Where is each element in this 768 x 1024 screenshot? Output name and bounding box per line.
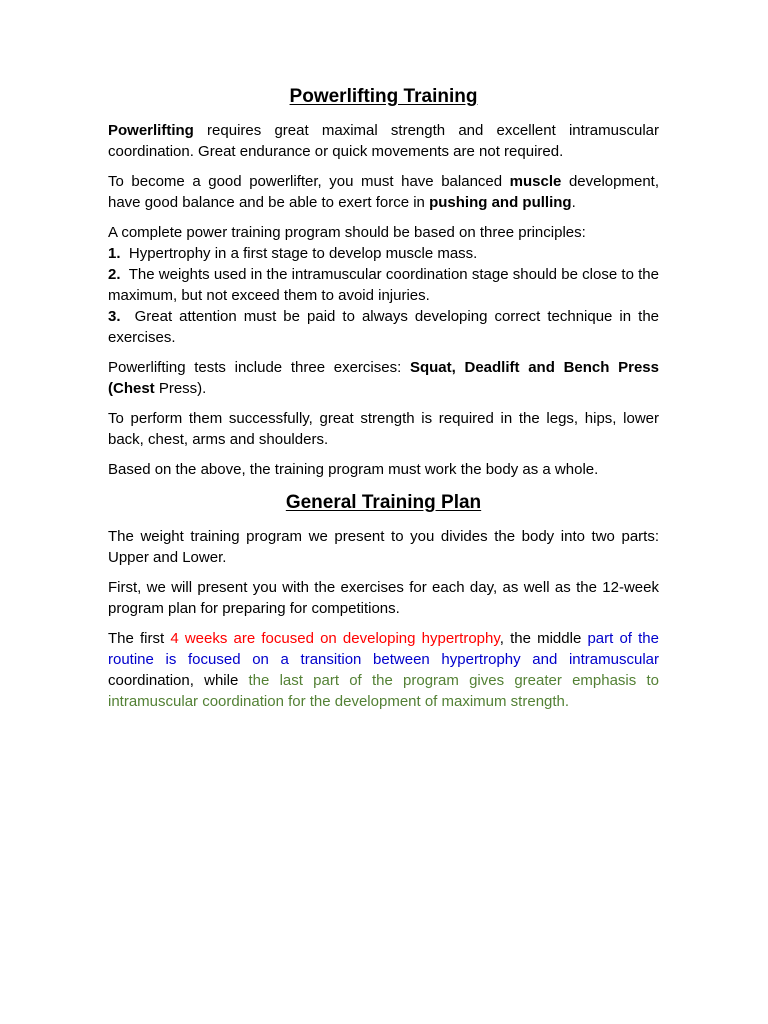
- strength-paragraph: To perform them successfully, great strength is required in the legs, hips, lower back, chest, arms and shoulders.: [108, 410, 659, 448]
- tests-paragraph: [108, 357, 659, 399]
- principle-text-3: Great attention must be paid to always developing correct technique in the exercises.: [108, 308, 660, 346]
- plan-intro-paragraph: The weight training program we present to you divides the body into two parts: Upper and Lower.: [108, 528, 659, 566]
- balance-text-3: .: [571, 194, 576, 211]
- phase-strength-text: the last part of the program gives greater emphasis to intramuscular coordination for the development of maximum strength.: [108, 672, 659, 710]
- tests-text-1: Powerlifting tests include three exercises:: [108, 359, 410, 376]
- phase-transition-text: part of the routine is focused on a transition between hypertrophy and intramuscular: [108, 630, 659, 668]
- principle-number-3: 3.: [108, 308, 121, 325]
- balance-paragraph: [108, 171, 659, 213]
- intro-paragraph: [108, 120, 659, 162]
- section-title-plan: General Training Plan: [285, 492, 482, 513]
- tests-bold-exercises: Squat, Deadlift and Bench Press (Chest: [108, 359, 659, 397]
- principle-number-1: 1.: [108, 245, 121, 262]
- document-page: [108, 84, 659, 721]
- plan-exercises-paragraph: First, we will present you with the exercises for each day, as well as the 12-week program plan for preparing for competitions.: [108, 579, 659, 617]
- balance-text-1: To become a good powerlifter, you must have balanced: [108, 173, 510, 190]
- phases-text-3: coordination, while: [108, 672, 249, 689]
- balance-text-2: development, have good balance and be able to exert force in: [108, 173, 660, 211]
- tests-text-2: Press).: [154, 380, 207, 397]
- balance-bold-muscle: muscle: [509, 173, 562, 190]
- principle-item-3: [108, 306, 659, 348]
- principle-text-1: Hypertrophy in a first stage to develop muscle mass.: [128, 245, 478, 262]
- principles-lead: A complete power training program should be based on three principles:: [108, 224, 586, 241]
- principle-item-1: [108, 243, 659, 264]
- principle-text-2: The weights used in the intramuscular coordination stage should be close to the maximum, but not exceed them to avoid injuries.: [108, 266, 659, 304]
- principles-paragraph: [108, 222, 659, 348]
- intro-text: requires great maximal strength and excellent intramuscular coordination. Great endurance or quick movements are not required.: [108, 122, 659, 160]
- principle-number-2: 2.: [108, 266, 121, 283]
- phases-paragraph: [108, 628, 659, 712]
- phase-hypertrophy-text: 4 weeks are focused on developing hypertrophy: [170, 630, 500, 647]
- page-title: Powerlifting Training: [289, 86, 478, 107]
- phases-text-1: The first: [108, 630, 171, 647]
- phases-text-2: , the middle: [499, 630, 588, 647]
- principle-item-2: [108, 264, 659, 306]
- intro-bold-term: Powerlifting: [108, 122, 194, 139]
- balance-bold-pushing: pushing and pulling: [429, 194, 572, 211]
- whole-body-paragraph: Based on the above, the training program must work the body as a whole.: [108, 461, 599, 478]
